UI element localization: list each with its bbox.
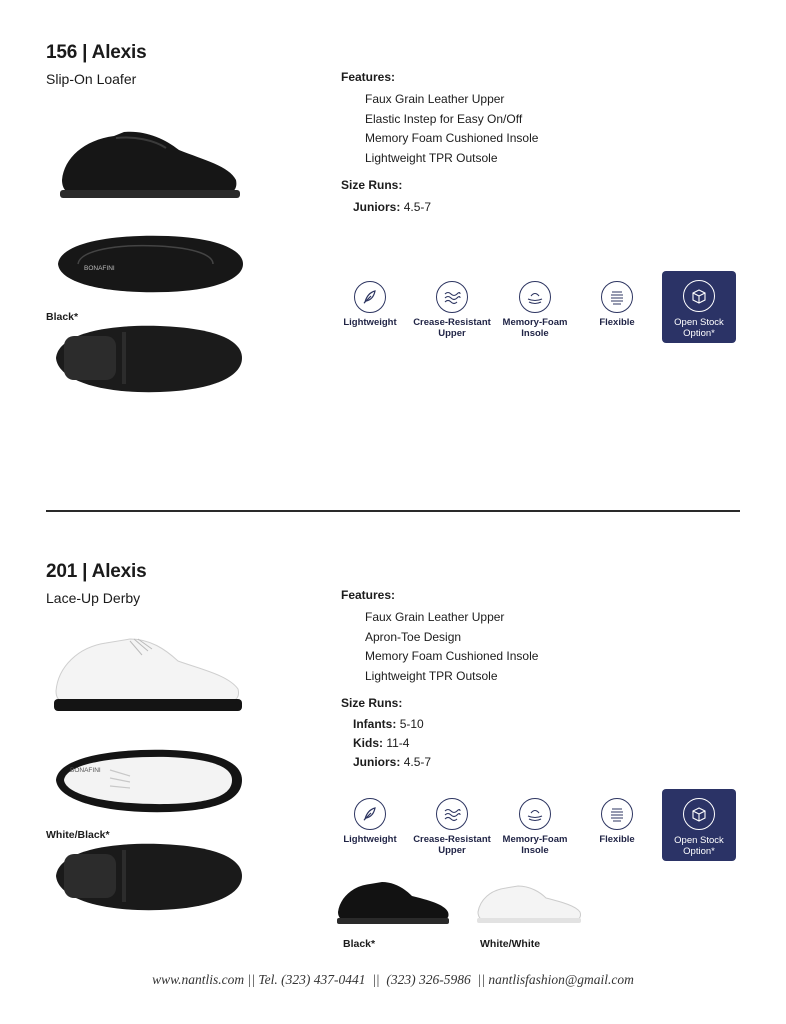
features-list (365, 608, 538, 686)
loafer-top-image (48, 228, 248, 298)
footer-separator: || (372, 972, 380, 987)
footer-separator: || (247, 972, 255, 987)
foam-icon (519, 281, 551, 313)
size-row (353, 715, 431, 734)
footer-phone: Tel. (323) 437-0441 (258, 972, 366, 987)
size-label: Infants: (353, 717, 397, 731)
footer-email[interactable]: nantlisfashion@gmail.com (488, 972, 634, 987)
feature-item: Faux Grain Leather Upper (365, 610, 505, 624)
product-code-title: 156 | Alexis (46, 42, 147, 63)
flex-icon (601, 281, 633, 313)
size-list (353, 715, 431, 772)
feature-item: Elastic Instep for Easy On/Off (365, 111, 523, 126)
badge-label: Open Stock Option* (674, 317, 724, 339)
feature-item: Apron-Toe Design (365, 629, 462, 644)
derby-top-image (50, 742, 246, 820)
footer-contact (0, 972, 786, 988)
feature-item: Memory Foam Cushioned Insole (365, 131, 539, 145)
waves-icon (436, 281, 468, 313)
badge-memory-foam (498, 281, 572, 339)
badge-label: Lightweight (343, 317, 397, 328)
size-value: 4.5-7 (403, 200, 432, 214)
badge-open-stock (662, 789, 736, 861)
product-style: Lace-Up Derby (46, 590, 141, 606)
section-divider (46, 510, 740, 512)
badge-label: Open Stock Option* (674, 835, 724, 857)
feature-item: Lightweight TPR Outsole (365, 668, 498, 683)
badge-lightweight (337, 798, 403, 845)
badge-open-stock (662, 271, 736, 343)
loafer-side-image (54, 118, 244, 208)
product-style: Slip-On Loafer (46, 71, 137, 87)
variant-white-image (474, 880, 584, 930)
flex-icon (601, 798, 633, 830)
size-value: 5-10 (399, 717, 424, 731)
box-icon (683, 280, 715, 312)
features-title: Features: (341, 70, 396, 84)
footer-website[interactable]: www.nantlis.com (152, 972, 245, 987)
badge-label: Memory-Foam Insole (502, 834, 568, 856)
brand-mark: BONAFINI (84, 265, 115, 272)
badge-label: Flexible (599, 834, 635, 845)
size-value: 4.5-7 (403, 755, 432, 769)
features-title: Features: (341, 588, 396, 602)
badge-memory-foam (498, 798, 572, 856)
badge-crease-resistant (410, 798, 494, 856)
feather-icon (354, 281, 386, 313)
size-label: Juniors: (353, 755, 401, 769)
feather-icon (354, 798, 386, 830)
size-runs-title: Size Runs: (341, 178, 403, 192)
footer-phone-2: (323) 326-5986 (386, 972, 471, 987)
feature-item: Faux Grain Leather Upper (365, 92, 505, 106)
product-code-title: 201 | Alexis (46, 561, 147, 582)
badge-label: Crease-Resistant Upper (413, 317, 491, 339)
brand-mark: BONAFINI (70, 767, 101, 774)
derby-sole-image (50, 836, 246, 916)
size-value: 11-4 (386, 736, 410, 750)
badge-label: Crease-Resistant Upper (413, 834, 491, 856)
foam-icon (519, 798, 551, 830)
size-row (353, 753, 431, 772)
colorway-label: White/Black* (46, 829, 110, 841)
loafer-sole-image (50, 318, 246, 398)
size-label: Juniors: (353, 200, 401, 214)
badge-lightweight (337, 281, 403, 328)
badge-flexible (584, 798, 650, 845)
waves-icon (436, 798, 468, 830)
size-label: Kids: (353, 736, 383, 750)
badge-label: Flexible (599, 317, 635, 328)
size-row (353, 734, 431, 753)
size-row (353, 198, 431, 217)
feature-item: Lightweight TPR Outsole (365, 150, 498, 165)
size-runs-title: Size Runs: (341, 696, 403, 710)
derby-side-image (50, 625, 246, 720)
variant-black-image (334, 876, 452, 930)
badge-crease-resistant (410, 281, 494, 339)
feature-item: Memory Foam Cushioned Insole (365, 649, 539, 663)
features-list (365, 90, 538, 168)
footer-separator: || (477, 972, 485, 987)
variant-label: White/White (480, 938, 541, 950)
colorway-label: Black* (46, 311, 79, 323)
box-icon (683, 798, 715, 830)
badge-flexible (584, 281, 650, 328)
badge-label: Memory-Foam Insole (502, 317, 568, 339)
badge-label: Lightweight (343, 834, 397, 845)
variant-label: Black* (343, 938, 376, 950)
